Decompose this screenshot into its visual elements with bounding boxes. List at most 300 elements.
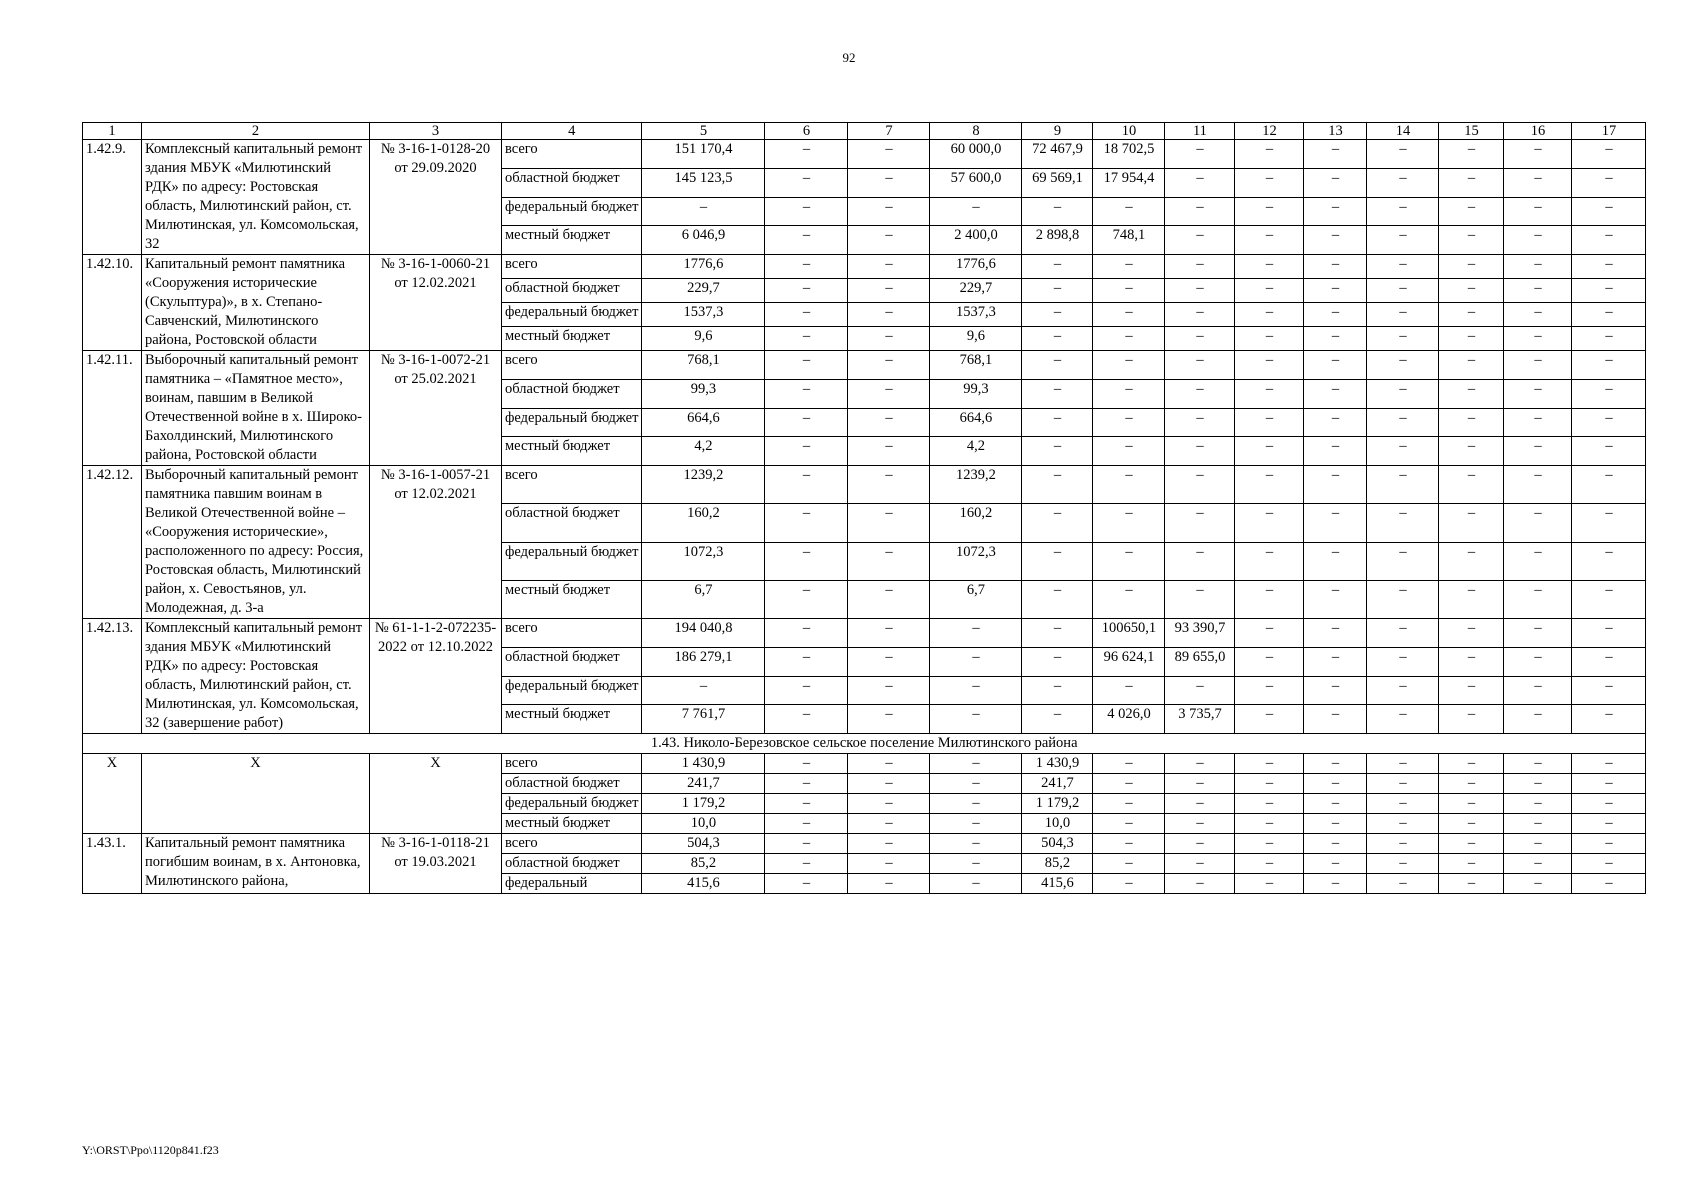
- value-col-14: –: [1367, 619, 1439, 648]
- value-col-5: 6,7: [642, 580, 765, 618]
- value-col-9: 69 569,1: [1022, 168, 1093, 197]
- value-col-17: –: [1572, 794, 1646, 814]
- value-col-15: –: [1439, 437, 1504, 466]
- value-col-11: –: [1165, 303, 1235, 327]
- value-col-12: –: [1235, 279, 1304, 303]
- value-col-9: –: [1022, 619, 1093, 648]
- value-col-9: 72 467,9: [1022, 140, 1093, 169]
- value-col-13: –: [1304, 754, 1367, 774]
- value-col-15: –: [1439, 542, 1504, 580]
- value-col-5: 241,7: [642, 774, 765, 794]
- column-header-15: 15: [1439, 123, 1504, 140]
- value-col-12: –: [1235, 327, 1304, 351]
- value-col-16: –: [1504, 542, 1572, 580]
- value-col-5: 768,1: [642, 351, 765, 380]
- value-col-10: –: [1093, 542, 1165, 580]
- value-col-17: –: [1572, 504, 1646, 542]
- item-name: Комплексный капитальный ремонт здания МБУК «Милютинский РДК» по адресу: Ростовская область, Милютинский район, ст. Милютинская, ул. Комсомольская, 32: [142, 140, 370, 255]
- value-col-6: –: [765, 140, 848, 169]
- value-col-12: –: [1235, 676, 1304, 705]
- table-row: [83, 255, 1646, 279]
- value-col-12: –: [1235, 542, 1304, 580]
- value-col-12: –: [1235, 197, 1304, 226]
- column-header-16: 16: [1504, 123, 1572, 140]
- value-col-17: –: [1572, 168, 1646, 197]
- funding-source: местный бюджет: [502, 580, 642, 618]
- value-col-5: 85,2: [642, 854, 765, 874]
- value-col-13: –: [1304, 580, 1367, 618]
- value-col-11: –: [1165, 466, 1235, 504]
- value-col-10: –: [1093, 854, 1165, 874]
- value-col-10: –: [1093, 794, 1165, 814]
- value-col-15: –: [1439, 255, 1504, 279]
- value-col-10: –: [1093, 754, 1165, 774]
- value-col-7: –: [848, 303, 930, 327]
- value-col-12: –: [1235, 408, 1304, 437]
- value-col-14: –: [1367, 794, 1439, 814]
- value-col-7: –: [848, 794, 930, 814]
- value-col-10: –: [1093, 874, 1165, 894]
- value-col-9: –: [1022, 279, 1093, 303]
- value-col-8: 1072,3: [930, 542, 1022, 580]
- item-number: 1.42.9.: [83, 140, 142, 255]
- value-col-5: 504,3: [642, 834, 765, 854]
- funding-source: областной бюджет: [502, 168, 642, 197]
- value-col-12: –: [1235, 647, 1304, 676]
- value-col-10: –: [1093, 814, 1165, 834]
- value-col-10: 748,1: [1093, 226, 1165, 255]
- value-col-10: –: [1093, 379, 1165, 408]
- value-col-5: –: [642, 197, 765, 226]
- value-col-13: –: [1304, 647, 1367, 676]
- value-col-6: –: [765, 379, 848, 408]
- funding-source: всего: [502, 466, 642, 504]
- value-col-5: 1 179,2: [642, 794, 765, 814]
- value-col-17: –: [1572, 834, 1646, 854]
- value-col-15: –: [1439, 854, 1504, 874]
- funding-source: федеральный бюджет: [502, 676, 642, 705]
- value-col-6: –: [765, 279, 848, 303]
- column-header-1: 1: [83, 123, 142, 140]
- table-row: [83, 754, 1646, 774]
- value-col-5: 9,6: [642, 327, 765, 351]
- value-col-17: –: [1572, 197, 1646, 226]
- value-col-8: 57 600,0: [930, 168, 1022, 197]
- value-col-11: –: [1165, 542, 1235, 580]
- value-col-9: –: [1022, 676, 1093, 705]
- value-col-9: –: [1022, 580, 1093, 618]
- value-col-9: –: [1022, 542, 1093, 580]
- value-col-13: –: [1304, 408, 1367, 437]
- value-col-14: –: [1367, 705, 1439, 734]
- value-col-10: 4 026,0: [1093, 705, 1165, 734]
- value-col-8: 664,6: [930, 408, 1022, 437]
- value-col-15: –: [1439, 168, 1504, 197]
- value-col-7: –: [848, 705, 930, 734]
- value-col-6: –: [765, 647, 848, 676]
- value-col-10: –: [1093, 351, 1165, 380]
- funding-source: федеральный бюджет: [502, 303, 642, 327]
- value-col-8: 1239,2: [930, 466, 1022, 504]
- table-row: [83, 466, 1646, 504]
- value-col-15: –: [1439, 619, 1504, 648]
- value-col-7: –: [848, 197, 930, 226]
- funding-source: всего: [502, 754, 642, 774]
- funding-source: местный бюджет: [502, 705, 642, 734]
- value-col-5: 1537,3: [642, 303, 765, 327]
- value-col-11: –: [1165, 676, 1235, 705]
- value-col-6: –: [765, 874, 848, 894]
- value-col-9: –: [1022, 408, 1093, 437]
- value-col-17: –: [1572, 408, 1646, 437]
- value-col-8: 60 000,0: [930, 140, 1022, 169]
- value-col-17: –: [1572, 754, 1646, 774]
- value-col-17: –: [1572, 676, 1646, 705]
- value-col-6: –: [765, 854, 848, 874]
- value-col-16: –: [1504, 226, 1572, 255]
- value-col-6: –: [765, 226, 848, 255]
- funding-source: федеральный: [502, 874, 642, 894]
- value-col-11: 93 390,7: [1165, 619, 1235, 648]
- column-header-12: 12: [1235, 123, 1304, 140]
- value-col-15: –: [1439, 754, 1504, 774]
- value-col-11: –: [1165, 504, 1235, 542]
- value-col-7: –: [848, 327, 930, 351]
- value-col-17: –: [1572, 466, 1646, 504]
- value-col-13: –: [1304, 466, 1367, 504]
- value-col-14: –: [1367, 255, 1439, 279]
- value-col-11: –: [1165, 854, 1235, 874]
- value-col-8: –: [930, 774, 1022, 794]
- value-col-16: –: [1504, 255, 1572, 279]
- value-col-7: –: [848, 437, 930, 466]
- section-title: 1.43. Николо-Березовское сельское поселение Милютинского района: [83, 734, 1646, 754]
- value-col-13: –: [1304, 327, 1367, 351]
- value-col-17: –: [1572, 580, 1646, 618]
- value-col-16: –: [1504, 794, 1572, 814]
- value-col-8: 4,2: [930, 437, 1022, 466]
- item-name: Комплексный капитальный ремонт здания МБУК «Милютинский РДК» по адресу: Ростовская область, Милютинский район, ст. Милютинская, ул. Комсомольская, 32 (завершение работ): [142, 619, 370, 734]
- value-col-9: 1 430,9: [1022, 754, 1093, 774]
- value-col-5: 4,2: [642, 437, 765, 466]
- value-col-12: –: [1235, 619, 1304, 648]
- value-col-10: 17 954,4: [1093, 168, 1165, 197]
- value-col-17: –: [1572, 647, 1646, 676]
- value-col-17: –: [1572, 226, 1646, 255]
- value-col-5: 194 040,8: [642, 619, 765, 648]
- value-col-5: 6 046,9: [642, 226, 765, 255]
- value-col-14: –: [1367, 774, 1439, 794]
- value-col-12: –: [1235, 504, 1304, 542]
- value-col-7: –: [848, 647, 930, 676]
- value-col-9: –: [1022, 705, 1093, 734]
- value-col-14: –: [1367, 676, 1439, 705]
- column-header-14: 14: [1367, 123, 1439, 140]
- funding-source: областной бюджет: [502, 774, 642, 794]
- funding-source: областной бюджет: [502, 279, 642, 303]
- value-col-13: –: [1304, 279, 1367, 303]
- value-col-17: –: [1572, 814, 1646, 834]
- value-col-15: –: [1439, 814, 1504, 834]
- value-col-16: –: [1504, 874, 1572, 894]
- value-col-6: –: [765, 542, 848, 580]
- value-col-11: –: [1165, 834, 1235, 854]
- value-col-6: –: [765, 705, 848, 734]
- value-col-14: –: [1367, 854, 1439, 874]
- item-document: № 3-16-1-0060-21 от 12.02.2021: [370, 255, 502, 351]
- value-col-11: –: [1165, 168, 1235, 197]
- value-col-13: –: [1304, 874, 1367, 894]
- item-document: № 3-16-1-0118-21 от 19.03.2021: [370, 834, 502, 894]
- value-col-10: –: [1093, 197, 1165, 226]
- value-col-8: 99,3: [930, 379, 1022, 408]
- value-col-5: 229,7: [642, 279, 765, 303]
- value-col-6: –: [765, 351, 848, 380]
- value-col-9: –: [1022, 327, 1093, 351]
- value-col-9: –: [1022, 437, 1093, 466]
- value-col-10: 100650,1: [1093, 619, 1165, 648]
- value-col-5: 186 279,1: [642, 647, 765, 676]
- value-col-11: –: [1165, 351, 1235, 380]
- value-col-16: –: [1504, 834, 1572, 854]
- value-col-17: –: [1572, 854, 1646, 874]
- value-col-7: –: [848, 834, 930, 854]
- value-col-16: –: [1504, 774, 1572, 794]
- value-col-14: –: [1367, 466, 1439, 504]
- value-col-9: –: [1022, 504, 1093, 542]
- item-name: Выборочный капитальный ремонт памятника – «Памятное место», воинам, павшим в Великой Отечественной войне в х. Широко-Бахолдинский, Милютинского района, Ростовской области: [142, 351, 370, 466]
- value-col-7: –: [848, 774, 930, 794]
- value-col-10: –: [1093, 255, 1165, 279]
- value-col-13: –: [1304, 140, 1367, 169]
- column-header-7: 7: [848, 123, 930, 140]
- value-col-5: 99,3: [642, 379, 765, 408]
- value-col-9: –: [1022, 466, 1093, 504]
- value-col-14: –: [1367, 874, 1439, 894]
- value-col-10: –: [1093, 774, 1165, 794]
- table-body: [83, 123, 1646, 894]
- value-col-12: –: [1235, 351, 1304, 380]
- value-col-11: –: [1165, 140, 1235, 169]
- value-col-15: –: [1439, 794, 1504, 814]
- funding-source: федеральный бюджет: [502, 542, 642, 580]
- value-col-13: –: [1304, 351, 1367, 380]
- value-col-9: –: [1022, 647, 1093, 676]
- value-col-6: –: [765, 754, 848, 774]
- value-col-8: 2 400,0: [930, 226, 1022, 255]
- value-col-14: –: [1367, 279, 1439, 303]
- value-col-15: –: [1439, 279, 1504, 303]
- value-col-8: –: [930, 197, 1022, 226]
- value-col-5: 1072,3: [642, 542, 765, 580]
- value-col-13: –: [1304, 705, 1367, 734]
- value-col-14: –: [1367, 437, 1439, 466]
- value-col-6: –: [765, 774, 848, 794]
- value-col-13: –: [1304, 814, 1367, 834]
- value-col-8: –: [930, 619, 1022, 648]
- value-col-13: –: [1304, 226, 1367, 255]
- value-col-10: –: [1093, 834, 1165, 854]
- item-name: Капитальный ремонт памятника погибшим воинам, в х. Антоновка, Милютинского района,: [142, 834, 370, 894]
- value-col-12: –: [1235, 437, 1304, 466]
- value-col-17: –: [1572, 255, 1646, 279]
- value-col-16: –: [1504, 647, 1572, 676]
- value-col-5: 160,2: [642, 504, 765, 542]
- value-col-6: –: [765, 408, 848, 437]
- value-col-10: –: [1093, 504, 1165, 542]
- funding-source: федеральный бюджет: [502, 197, 642, 226]
- item-document: X: [370, 754, 502, 834]
- value-col-17: –: [1572, 351, 1646, 380]
- value-col-15: –: [1439, 351, 1504, 380]
- value-col-14: –: [1367, 351, 1439, 380]
- value-col-17: –: [1572, 327, 1646, 351]
- value-col-6: –: [765, 303, 848, 327]
- value-col-5: 1776,6: [642, 255, 765, 279]
- item-document: № 3-16-1-0128-20 от 29.09.2020: [370, 140, 502, 255]
- column-header-9: 9: [1022, 123, 1093, 140]
- value-col-7: –: [848, 255, 930, 279]
- value-col-13: –: [1304, 834, 1367, 854]
- funding-source: областной бюджет: [502, 379, 642, 408]
- value-col-8: 768,1: [930, 351, 1022, 380]
- item-number: 1.42.11.: [83, 351, 142, 466]
- value-col-13: –: [1304, 437, 1367, 466]
- value-col-7: –: [848, 279, 930, 303]
- value-col-15: –: [1439, 705, 1504, 734]
- value-col-12: –: [1235, 168, 1304, 197]
- value-col-7: –: [848, 140, 930, 169]
- value-col-6: –: [765, 197, 848, 226]
- value-col-7: –: [848, 814, 930, 834]
- value-col-17: –: [1572, 774, 1646, 794]
- column-header-5: 5: [642, 123, 765, 140]
- value-col-13: –: [1304, 619, 1367, 648]
- value-col-7: –: [848, 408, 930, 437]
- column-header-4: 4: [502, 123, 642, 140]
- value-col-13: –: [1304, 379, 1367, 408]
- funding-source: федеральный бюджет: [502, 408, 642, 437]
- value-col-7: –: [848, 854, 930, 874]
- value-col-16: –: [1504, 303, 1572, 327]
- value-col-11: –: [1165, 794, 1235, 814]
- funding-source: местный бюджет: [502, 437, 642, 466]
- value-col-9: –: [1022, 197, 1093, 226]
- value-col-13: –: [1304, 197, 1367, 226]
- value-col-8: –: [930, 794, 1022, 814]
- value-col-6: –: [765, 327, 848, 351]
- value-col-13: –: [1304, 168, 1367, 197]
- value-col-11: 89 655,0: [1165, 647, 1235, 676]
- value-col-11: –: [1165, 437, 1235, 466]
- value-col-11: 3 735,7: [1165, 705, 1235, 734]
- value-col-14: –: [1367, 327, 1439, 351]
- value-col-16: –: [1504, 705, 1572, 734]
- item-document: № 61-1-1-2-072235-2022 от 12.10.2022: [370, 619, 502, 734]
- value-col-6: –: [765, 466, 848, 504]
- value-col-8: 9,6: [930, 327, 1022, 351]
- value-col-8: –: [930, 676, 1022, 705]
- item-number: X: [83, 754, 142, 834]
- value-col-13: –: [1304, 504, 1367, 542]
- funding-source: областной бюджет: [502, 647, 642, 676]
- value-col-5: 145 123,5: [642, 168, 765, 197]
- value-col-8: –: [930, 705, 1022, 734]
- value-col-9: –: [1022, 255, 1093, 279]
- value-col-16: –: [1504, 580, 1572, 618]
- value-col-14: –: [1367, 140, 1439, 169]
- value-col-12: –: [1235, 140, 1304, 169]
- value-col-17: –: [1572, 542, 1646, 580]
- value-col-11: –: [1165, 774, 1235, 794]
- value-col-8: 6,7: [930, 580, 1022, 618]
- value-col-11: –: [1165, 754, 1235, 774]
- value-col-11: –: [1165, 408, 1235, 437]
- value-col-16: –: [1504, 619, 1572, 648]
- value-col-9: 504,3: [1022, 834, 1093, 854]
- value-col-15: –: [1439, 226, 1504, 255]
- value-col-15: –: [1439, 834, 1504, 854]
- value-col-17: –: [1572, 874, 1646, 894]
- value-col-7: –: [848, 676, 930, 705]
- value-col-17: –: [1572, 437, 1646, 466]
- section-row: [83, 734, 1646, 754]
- value-col-5: 1239,2: [642, 466, 765, 504]
- value-col-16: –: [1504, 676, 1572, 705]
- value-col-16: –: [1504, 754, 1572, 774]
- value-col-15: –: [1439, 327, 1504, 351]
- value-col-6: –: [765, 580, 848, 618]
- column-header-13: 13: [1304, 123, 1367, 140]
- value-col-17: –: [1572, 619, 1646, 648]
- value-col-14: –: [1367, 379, 1439, 408]
- value-col-12: –: [1235, 226, 1304, 255]
- value-col-16: –: [1504, 140, 1572, 169]
- value-col-11: –: [1165, 197, 1235, 226]
- value-col-7: –: [848, 226, 930, 255]
- funding-source: местный бюджет: [502, 327, 642, 351]
- value-col-9: 1 179,2: [1022, 794, 1093, 814]
- value-col-11: –: [1165, 814, 1235, 834]
- value-col-14: –: [1367, 834, 1439, 854]
- value-col-17: –: [1572, 303, 1646, 327]
- item-number: 1.43.1.: [83, 834, 142, 894]
- value-col-6: –: [765, 168, 848, 197]
- value-col-8: 1776,6: [930, 255, 1022, 279]
- value-col-8: –: [930, 874, 1022, 894]
- value-col-8: 229,7: [930, 279, 1022, 303]
- value-col-16: –: [1504, 351, 1572, 380]
- funding-source: областной бюджет: [502, 504, 642, 542]
- column-header-6: 6: [765, 123, 848, 140]
- value-col-14: –: [1367, 226, 1439, 255]
- item-number: 1.42.12.: [83, 466, 142, 619]
- item-name: X: [142, 754, 370, 834]
- value-col-10: –: [1093, 437, 1165, 466]
- value-col-8: –: [930, 647, 1022, 676]
- value-col-7: –: [848, 466, 930, 504]
- value-col-15: –: [1439, 466, 1504, 504]
- item-number: 1.42.13.: [83, 619, 142, 734]
- value-col-6: –: [765, 834, 848, 854]
- item-name: Выборочный капитальный ремонт памятника павшим воинам в Великой Отечественной войне – «Сооружения исторические», расположенного по адресу: Россия, Ростовская область, Милютинский район, х. Севостьянов, ул. Молодежная, д. 3-а: [142, 466, 370, 619]
- value-col-5: 664,6: [642, 408, 765, 437]
- table-row: [83, 351, 1646, 380]
- value-col-15: –: [1439, 408, 1504, 437]
- funding-source: всего: [502, 255, 642, 279]
- value-col-10: 96 624,1: [1093, 647, 1165, 676]
- column-header-2: 2: [142, 123, 370, 140]
